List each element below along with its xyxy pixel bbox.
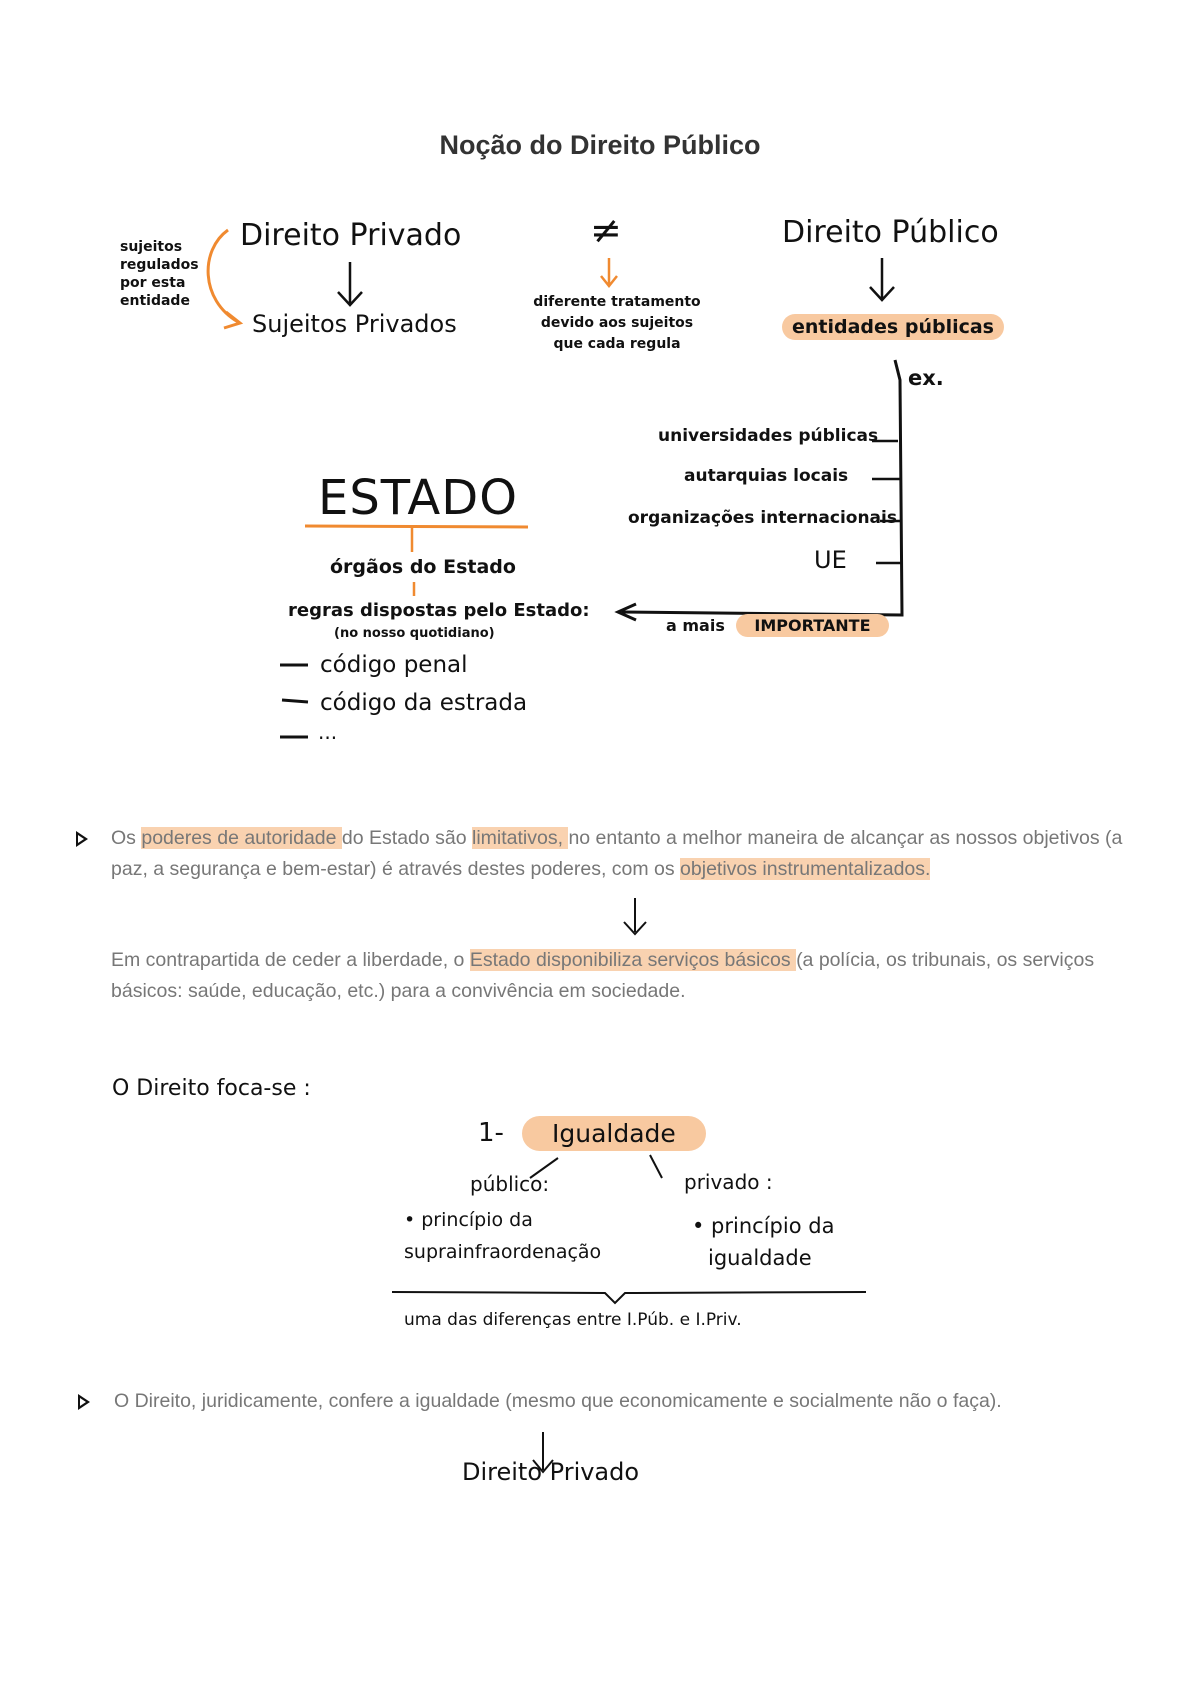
code-dash-2 bbox=[282, 700, 308, 702]
brace-note: uma das diferenças entre I.Púb. e I.Priv. bbox=[404, 1310, 742, 1330]
example-item: autarquias locais bbox=[684, 466, 849, 486]
privado-label: privado : bbox=[684, 1170, 773, 1194]
side-note-line: sujeitos bbox=[120, 239, 183, 255]
estado-underline bbox=[305, 526, 528, 527]
code-item: código penal bbox=[320, 652, 468, 678]
neq-symbol: ≠ bbox=[590, 208, 622, 252]
left-head: Direito Privado bbox=[240, 218, 462, 253]
side-note bbox=[120, 238, 199, 310]
privado-line: • princípio da bbox=[692, 1214, 835, 1238]
example-item: universidades públicas bbox=[658, 426, 879, 446]
neq-note-line: que cada regula bbox=[553, 336, 681, 352]
down-arrow-publico bbox=[870, 258, 894, 300]
orgaos-label: órgãos do Estado bbox=[330, 556, 516, 578]
paragraph-3: O Direito, juridicamente, confere a igualdade (mesmo que economicamente e socialmente não o faça). bbox=[114, 1390, 1002, 1412]
example-item: UE bbox=[814, 546, 847, 574]
bottom-label: Direito Privado bbox=[462, 1458, 640, 1486]
page-title: Noção do Direito Público bbox=[439, 130, 761, 160]
example-item: organizações internacionais bbox=[628, 508, 897, 528]
estado-label: ESTADO bbox=[318, 470, 518, 526]
paragraph-1 bbox=[111, 823, 1131, 885]
text-span: Em contrapartida de ceder a liberdade, o bbox=[111, 949, 470, 971]
side-note-line: regulados bbox=[120, 257, 199, 273]
down-arrow-privado bbox=[338, 262, 362, 305]
regras-note: (no nosso quotidiano) bbox=[334, 626, 495, 641]
text-span: do Estado são bbox=[341, 827, 473, 849]
code-item: código da estrada bbox=[320, 690, 528, 716]
publico-line: • princípio da bbox=[404, 1209, 533, 1231]
paragraph-2 bbox=[111, 945, 1131, 1007]
focus-heading: O Direito foca-se : bbox=[112, 1076, 311, 1101]
side-note-line: entidade bbox=[120, 293, 190, 309]
most-important bbox=[666, 616, 889, 635]
neq-note bbox=[532, 292, 702, 355]
text-span: Os bbox=[111, 827, 142, 849]
neq-note-line: devido aos sujeitos bbox=[540, 315, 694, 331]
publico-line: suprainfraordenação bbox=[404, 1241, 602, 1263]
highlight-span: poderes de autoridade bbox=[141, 827, 342, 849]
highlight-span: limitativos, bbox=[472, 827, 569, 849]
down-arrow-neq bbox=[601, 258, 617, 286]
publico-label: público: bbox=[470, 1172, 550, 1196]
text-span: (a polícia, os tribunais, os serviços básicos: saúde, educação, etc.) para a convivência em sociedade. bbox=[111, 949, 1095, 1002]
regras-label: regras dispostas pelo Estado: bbox=[288, 600, 590, 621]
focus-topic: Igualdade bbox=[522, 1116, 706, 1151]
privado-text bbox=[692, 1210, 834, 1274]
right-head: Direito Público bbox=[782, 215, 999, 250]
highlight-span: Estado disponibiliza serviços básicos bbox=[469, 949, 797, 971]
focus-number: 1- bbox=[478, 1118, 504, 1148]
ex-label: ex. bbox=[908, 366, 944, 390]
highlight-span: objetivos instrumentalizados. bbox=[680, 858, 931, 880]
bullet-triangle-icon bbox=[78, 1394, 90, 1410]
neq-note-line: diferente tratamento bbox=[533, 294, 701, 310]
right-result: entidades públicas bbox=[782, 314, 1004, 340]
privado-line: igualdade bbox=[708, 1246, 812, 1270]
orange-curve-arrow bbox=[208, 230, 238, 322]
text-span: no entanto a melhor maneira de alcançar as nossos objetivos (a paz, a segurança e bem-estar) é através destes poderes, com os bbox=[111, 827, 1123, 880]
branch-privado bbox=[650, 1155, 662, 1178]
most-important-prefix: a mais bbox=[666, 616, 725, 635]
examples-bracket bbox=[622, 360, 902, 615]
brace-line bbox=[392, 1292, 866, 1303]
publico-text bbox=[404, 1204, 601, 1268]
down-arrow-paragraph bbox=[624, 898, 646, 934]
bullet-triangle-icon bbox=[76, 831, 88, 847]
code-item: ... bbox=[318, 720, 338, 744]
left-result: Sujeitos Privados bbox=[252, 310, 457, 338]
most-important-word: IMPORTANTE bbox=[736, 614, 888, 637]
side-note-line: por esta bbox=[120, 275, 186, 291]
